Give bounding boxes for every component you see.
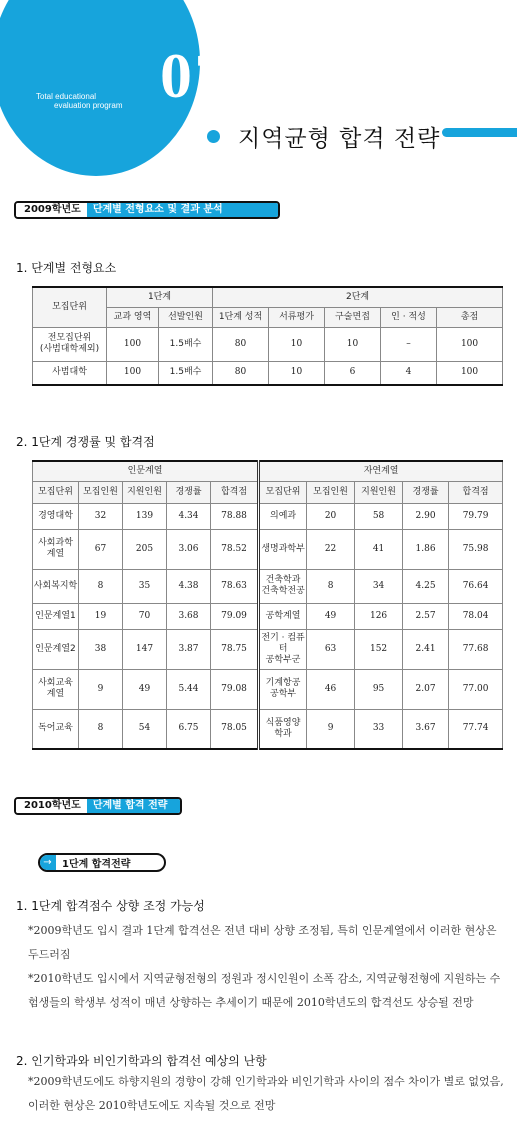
col-header: 경쟁률 [403, 481, 449, 503]
unit-name: 공학계열 [265, 610, 301, 621]
unit-name: 전모집단위 [47, 333, 92, 343]
table-cell: 79.08 [211, 669, 259, 709]
arrow-enter-icon: → [39, 855, 56, 870]
unit-name: 건축학과 [265, 575, 301, 585]
table-cell: 22 [307, 529, 355, 569]
section-text: 단계별 합격 전략 [87, 799, 180, 813]
title-dot [207, 130, 220, 143]
table-cell: 34 [355, 569, 403, 603]
section-label-2009 [14, 201, 280, 219]
unit-cell: 사범대학 [33, 361, 107, 385]
table-cell: 139 [123, 503, 167, 529]
table-row [33, 603, 503, 629]
chapter-number-two: 2 [194, 40, 228, 111]
table-cell: 126 [355, 603, 403, 629]
unit-cell [259, 529, 307, 569]
table-cell: 58 [355, 503, 403, 529]
table-cell: 4.25 [403, 569, 449, 603]
col-header: 모집인원 [307, 481, 355, 503]
col-subheader: 1단계 성적 [213, 307, 269, 327]
table-cell: 100 [107, 361, 159, 385]
col-header: 모집단위 [259, 481, 307, 503]
unit-name-line2: 공학부군 [265, 654, 301, 665]
col-header: 모집인원 [79, 481, 123, 503]
table-row [33, 327, 503, 361]
table-cell: 78.88 [211, 503, 259, 529]
table-cell: 32 [79, 503, 123, 529]
col-header-stage2: 2단계 [213, 287, 503, 307]
col-header: 지원인원 [355, 481, 403, 503]
table-cell: 78.75 [211, 629, 259, 669]
table-cell: 8 [79, 709, 123, 749]
table-cell: – [381, 327, 437, 361]
unit-cell [33, 327, 107, 361]
table-cell: 38 [79, 629, 123, 669]
table-cell: 77.74 [449, 709, 503, 749]
table-cell: 78.52 [211, 529, 259, 569]
section-year: 2010학년도 [16, 799, 87, 813]
table-cell: 63 [307, 629, 355, 669]
paragraph: *2009학년도 입시 결과 1단계 합격선은 전년 대비 상향 조정됨, 특히 인문계열에서 이러한 현상은 두드러짐 [28, 924, 497, 961]
col-subheader: 선발인원 [159, 307, 213, 327]
unit-note: (사범대학제외) [39, 344, 100, 354]
chapter-number-zero: 0 [160, 40, 194, 111]
stage-label-text: 1단계 합격전략 [62, 859, 131, 870]
col-header: 모집단위 [33, 481, 79, 503]
stage-elements-table [32, 286, 503, 386]
section-year: 2009학년도 [16, 203, 87, 217]
unit-cell [259, 709, 307, 749]
heading-popular-dept: 2. 인기학과와 비인기학과의 합격선 예상의 난항 [16, 1054, 267, 1068]
unit-name: 경영대학 [38, 510, 73, 521]
col-subheader: 총점 [437, 307, 503, 327]
unit-cell [33, 503, 79, 529]
competition-table [32, 460, 503, 750]
table-cell: 67 [79, 529, 123, 569]
col-header-stage1: 1단계 [107, 287, 213, 307]
table-cell: 10 [269, 361, 325, 385]
unit-cell [259, 503, 307, 529]
table-cell: 41 [355, 529, 403, 569]
unit-cell [33, 529, 79, 569]
unit-cell [33, 629, 79, 669]
unit-name-line2: 공학부 [270, 689, 297, 699]
table-cell: 78.63 [211, 569, 259, 603]
table-cell: 2.57 [403, 603, 449, 629]
table-cell: 1.5배수 [159, 327, 213, 361]
table-cell: 3.67 [403, 709, 449, 749]
section-label-2010 [14, 797, 182, 815]
unit-cell [259, 603, 307, 629]
table-cell: 10 [325, 327, 381, 361]
table-cell: 33 [355, 709, 403, 749]
table-cell: 80 [213, 327, 269, 361]
paragraph: *2009학년도에도 하향지원의 경향이 강해 인기학과와 비인기학과 사이의 점수 차이가 별로 없었음, 이러한 현상은 2010학년도에도 지속될 것으로 전망 [28, 1075, 504, 1112]
unit-cell [33, 709, 79, 749]
table-row [33, 503, 503, 529]
col-subheader: 교과 영역 [107, 307, 159, 327]
table-cell: 95 [355, 669, 403, 709]
paragraph: *2010학년도 입시에서 지역균형전형의 정원과 정시인원이 소폭 감소, 지역균형전형에 지원하는 수험생들의 학생부 성적이 매년 상향하는 추세이기 때문에 2010학년도의 합격선도 상승될 전망 [28, 972, 501, 1009]
table-cell: 49 [123, 669, 167, 709]
unit-cell [33, 603, 79, 629]
heading-competition: 2. 1단계 경쟁률 및 합격점 [16, 435, 155, 449]
table-cell: 2.07 [403, 669, 449, 709]
section-text: 단계별 전형요소 및 결과 분석 [87, 203, 278, 217]
title-bar-decoration [442, 128, 517, 137]
unit-cell [259, 569, 307, 603]
table-cell: 3.68 [167, 603, 211, 629]
table-cell: 78.05 [211, 709, 259, 749]
table-cell: 152 [355, 629, 403, 669]
table-cell: 49 [307, 603, 355, 629]
table-cell: 9 [79, 669, 123, 709]
unit-name: 사회복지학 [33, 580, 78, 591]
col-header-unit: 모집단위 [33, 287, 107, 327]
table-cell: 2.90 [403, 503, 449, 529]
col-header: 합격점 [449, 481, 503, 503]
table-cell: 147 [123, 629, 167, 669]
unit-name: 기계항공 [265, 678, 301, 688]
table-row [33, 709, 503, 749]
unit-name: 독어교육 [38, 723, 73, 734]
group-header-natural: 자연계열 [259, 461, 503, 481]
unit-cell [33, 569, 79, 603]
table-cell: 46 [307, 669, 355, 709]
unit-name: 의예과 [270, 510, 297, 521]
unit-cell [259, 629, 307, 669]
unit-name-line2: 건축학전공 [261, 586, 305, 596]
table-cell: 3.87 [167, 629, 211, 669]
table-cell: 100 [437, 327, 503, 361]
table-cell: 35 [123, 569, 167, 603]
program-label-line1: Total educational [36, 92, 97, 101]
table-cell: 100 [437, 361, 503, 385]
table-row [33, 569, 503, 603]
table-cell: 19 [79, 603, 123, 629]
unit-name: 인문계열1 [35, 610, 76, 621]
table-cell: 78.04 [449, 603, 503, 629]
table-row [33, 669, 503, 709]
table-cell: 8 [307, 569, 355, 603]
table-cell: 77.68 [449, 629, 503, 669]
page-title: 지역균형 합격 전략 [238, 126, 441, 152]
table-row [33, 529, 503, 569]
table-cell: 20 [307, 503, 355, 529]
stage1-strategy-label [38, 853, 166, 872]
table-cell: 8 [79, 569, 123, 603]
table-cell: 9 [307, 709, 355, 749]
table-cell: 205 [123, 529, 167, 569]
table-cell: 3.06 [167, 529, 211, 569]
table-cell: 10 [269, 327, 325, 361]
table-cell: 76.64 [449, 569, 503, 603]
unit-name-line2: 학과 [274, 728, 292, 739]
unit-name: 인문계열2 [35, 643, 76, 654]
table-cell: 6 [325, 361, 381, 385]
table-cell: 77.00 [449, 669, 503, 709]
table-row [33, 361, 503, 385]
table-cell: 70 [123, 603, 167, 629]
col-header: 합격점 [211, 481, 259, 503]
unit-name: 전기 · 컴퓨터 [261, 632, 305, 654]
table-cell: 5.44 [167, 669, 211, 709]
table-cell: 1.5배수 [159, 361, 213, 385]
col-subheader: 서류평가 [269, 307, 325, 327]
col-header: 지원인원 [123, 481, 167, 503]
heading-stage-elements: 1. 단계별 전형요소 [16, 261, 117, 275]
table-cell: 54 [123, 709, 167, 749]
table-cell: 4 [381, 361, 437, 385]
col-subheader: 구술면접 [325, 307, 381, 327]
unit-name: 식품영양 [265, 717, 301, 728]
group-header-humanities: 인문계열 [33, 461, 259, 481]
table-cell: 75.98 [449, 529, 503, 569]
unit-name-line2: 계열 [46, 549, 65, 559]
chapter-number [160, 40, 228, 111]
table-row [33, 629, 503, 669]
unit-cell [33, 669, 79, 709]
table-cell: 4.38 [167, 569, 211, 603]
col-header: 경쟁률 [167, 481, 211, 503]
program-label-line2: evaluation program [54, 101, 123, 110]
unit-name: 생명과학부 [261, 543, 305, 554]
table-cell: 79.09 [211, 603, 259, 629]
col-subheader: 인 · 적성 [381, 307, 437, 327]
table-cell: 1.86 [403, 529, 449, 569]
unit-name-line2: 계열 [46, 689, 65, 699]
unit-name: 사회과학 [38, 538, 73, 548]
unit-cell [259, 669, 307, 709]
unit-name: 사회교육 [38, 678, 73, 688]
table-cell: 79.79 [449, 503, 503, 529]
table-cell: 2.41 [403, 629, 449, 669]
table-cell: 80 [213, 361, 269, 385]
competition-table-body [33, 503, 503, 749]
heading-score-adjust: 1. 1단계 합격점수 상향 조정 가능성 [16, 899, 205, 913]
table-cell: 100 [107, 327, 159, 361]
table-cell: 6.75 [167, 709, 211, 749]
table-cell: 4.34 [167, 503, 211, 529]
